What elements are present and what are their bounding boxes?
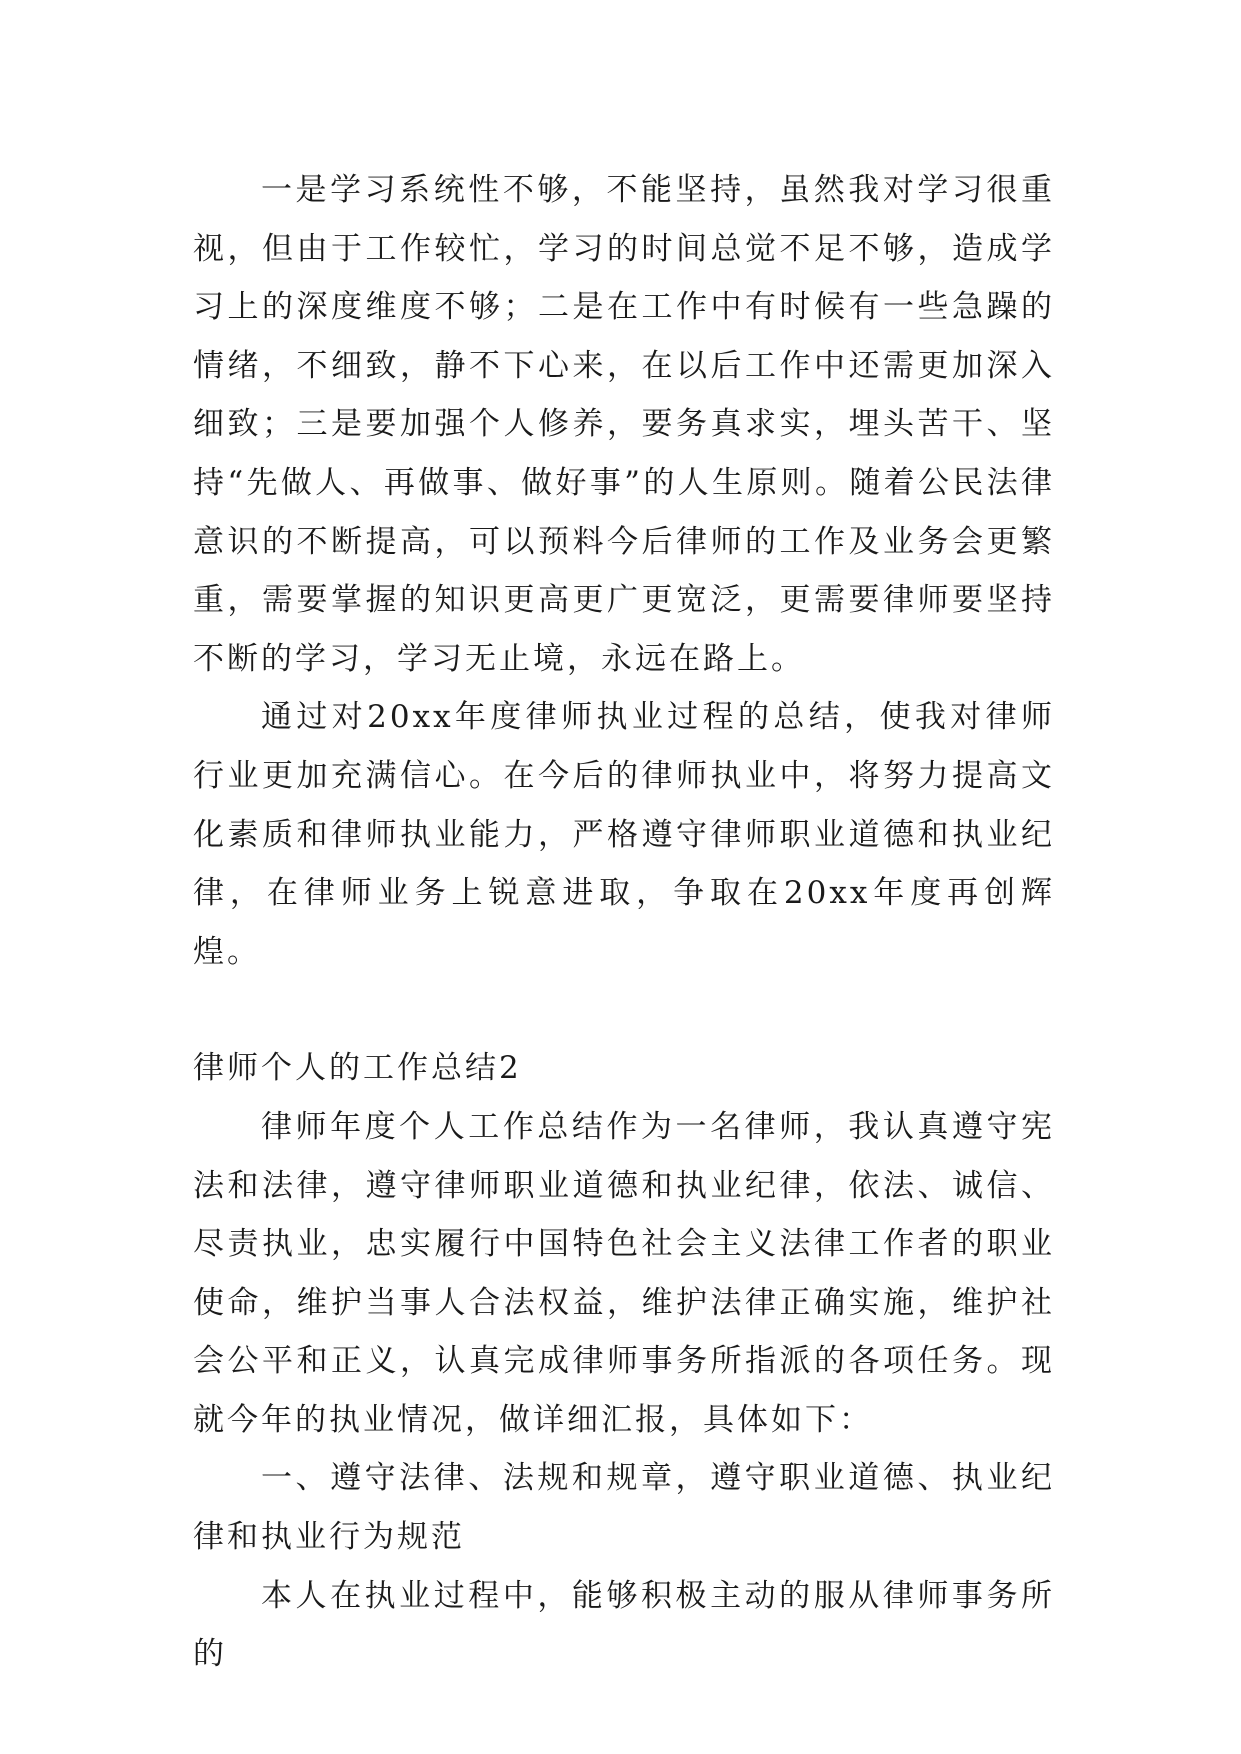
document-body [193, 161, 1055, 1684]
paragraph-shortcomings: 一是学习系统性不够，不能坚持，虽然我对学习很重视，但由于工作较忙，学习的时间总觉不足不够，造成学习上的深度维度不够；二是在工作中有时候有一些急躁的情绪，不细致，静不下心来，在以后工作中还需更加深入细致；三是要加强个人修养，要务真求实，埋头苦干、坚持“先做人、再做事、做好事”的人生原则。随着公民法律意识的不断提高，可以预料今后律师的工作及业务会更繁重，需要掌握的知识更高更广更宽泛，更需要律师要坚持不断的学习，学习无止境，永远在路上。 [193, 172, 1055, 677]
paragraph-item-one-body: 本人在执业过程中，能够积极主动的服从律师事务所的 [193, 1577, 1055, 1673]
paragraph-item-one: 一、遵守法律、法规和规章，遵守职业道德、执业纪律和执业行为规范 [193, 1460, 1055, 1556]
paragraph-conclusion: 通过对20xx年度律师执业过程的总结，使我对律师行业更加充满信心。在今后的律师执业中，将努力提高文化素质和律师执业能力，严格遵守律师职业道德和执业纪律，在律师业务上锐意进取，争取在20xx年度再创辉煌。 [193, 699, 1055, 970]
section-heading: 律师个人的工作总结2 [193, 1050, 522, 1087]
paragraph-intro: 律师年度个人工作总结作为一名律师，我认真遵守宪法和法律，遵守律师职业道德和执业纪律，依法、诚信、尽责执业，忠实履行中国特色社会主义法律工作者的职业使命，维护当事人合法权益，维护法律正确实施，维护社会公平和正义，认真完成律师事务所指派的各项任务。现就今年的执业情况，做详细汇报，具体如下： [193, 1108, 1055, 1438]
